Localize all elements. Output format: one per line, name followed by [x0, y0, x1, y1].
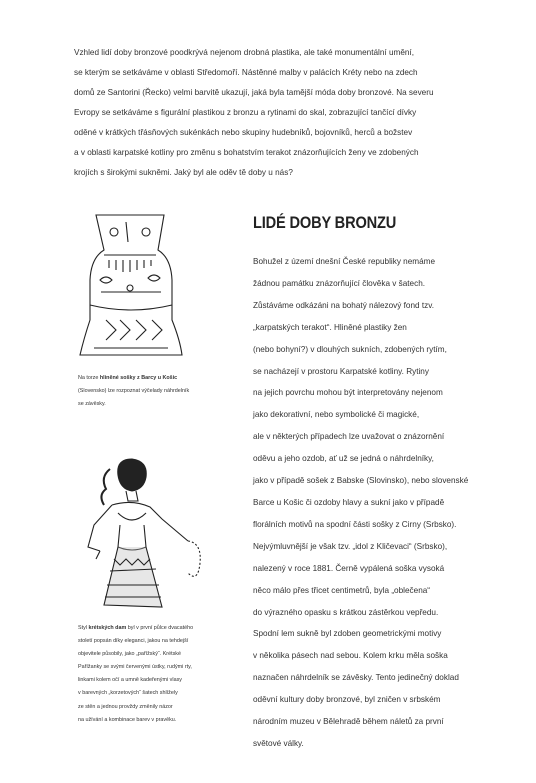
intro-line: Evropy se setkáváme s figurální plastikou z bronzu a rytinami do skal, zobrazující tančící dívky	[74, 108, 417, 117]
intro-line: oděné v krátkých třásňových sukénkách nebo skupiny hudebníků, bojovníků, herců a božstev	[74, 128, 413, 137]
body-line: florálních motivů na spodní části sošky z Cirny (Srbsko).	[253, 519, 457, 529]
body-line: v několika pásech nad sebou. Kolem krku měla soška	[253, 651, 448, 661]
minoan-lady-illustration	[70, 455, 210, 615]
section-title: LIDÉ DOBY BRONZU	[253, 213, 397, 232]
body-line: světové války.	[253, 738, 304, 748]
body-line: (nebo bohyní?) v dlouhých sukních, zdobených rytím,	[253, 344, 447, 354]
caption-line: linkami kolem očí a umně kadeřenými vlasy	[78, 677, 182, 684]
intro-line: krojích s širokými sukněmi. Jaký byl ale oděv tě doby u nás?	[74, 168, 293, 177]
figure-caption-1	[78, 372, 238, 411]
body-line: národním muzeu v Bělehradě během náletů za první	[253, 717, 444, 727]
body-line: něco málo přes třicet centimetrů, byla „oblečena“	[253, 585, 431, 595]
body-line: oděvu a jeho ozdob, ať už se jedná o náhrdelníky,	[253, 454, 434, 464]
body-line: nalezený v roce 1881. Černě vypálená soška vysoká	[253, 563, 445, 573]
intro-line: se kterým se setkáváme v oblasti Středomoří. Nástěnné malby v palácích Kréty nebo na zdech	[74, 68, 418, 77]
body-line: Spodní lem sukně byl zdoben geometrickými motivy	[253, 629, 442, 639]
body-paragraph	[253, 251, 518, 755]
body-line: oděvní kultury doby bronzové, byl zničen v srbském	[253, 695, 441, 705]
body-line: se nacházejí v prostoru Karpatské kotliny. Rytiny	[253, 366, 429, 376]
caption-line: ze stěn a jednou provždy změnily názor	[78, 703, 173, 710]
body-line: Zůstáváme odkázáni na bohatý nálezový fond tzv.	[253, 300, 434, 310]
caption-line: na užívání a kombinace barev v pravěku.	[78, 716, 177, 723]
caption-line: objevitele působily, jako „pařížský“. Krétské	[78, 651, 181, 658]
intro-line: domů ze Santorini (Řecko) velmi barvitě ukazují, jaká byla tamější móda doby bronzové. Na severu	[74, 88, 434, 97]
caption-line: se závěsky.	[78, 401, 106, 407]
terracotta-figurine-illustration	[76, 210, 186, 360]
body-line: Nejvýmluvnější je však tzv. „idol z Kličevaci“ (Srbsko),	[253, 541, 448, 551]
intro-line: Vzhled lidí doby bronzové poodkrývá nejenom drobná plastika, ale také monumentální umění,	[74, 48, 414, 57]
caption-line: století popsán díky eleganci, jakou na tehdejší	[78, 638, 189, 645]
body-line: Barce u Košic či ozdoby hlavy a sukní jako v případě	[253, 497, 445, 507]
intro-paragraph	[74, 43, 494, 183]
body-line: jako dekorativní, nebo symbolické či magické,	[253, 410, 420, 420]
body-line: „karpatských terakot“. Hliněné plastiky žen	[253, 322, 407, 332]
caption-line: Styl krétských dam byl v první půlce dvacatého	[78, 625, 194, 631]
figure-caption-2	[78, 622, 238, 727]
caption-line: (Slovensko) lze rozpoznat výčelady náhrdelník	[78, 388, 190, 394]
body-line: do výrazného opasku s krátkou zástěrkou vepředu.	[253, 607, 439, 617]
caption-line: Na torze hliněné sošky z Barcy u Košic	[78, 375, 178, 381]
body-line: ale v některých případech lze uvažovat o znázornění	[253, 432, 445, 442]
caption-line: v barevných „korzetových“ šatech shlížely	[78, 690, 178, 697]
body-line: naznačen náhrdelník se závěsky. Tento jedinečný doklad	[253, 673, 459, 683]
body-line: na jejich povrchu mohou být interpretovány nejenom	[253, 388, 443, 398]
body-line: žádnou památku znázorňující člověka v šatech.	[253, 278, 426, 288]
body-line: jako v případě sošek z Babske (Slovinsko), nebo slovenské	[253, 476, 469, 486]
caption-line: Pařížanky se svými červenými ústky, rudými rty,	[78, 664, 192, 671]
body-line: Bohužel z území dnešní České republiky nemáme	[253, 257, 436, 266]
intro-line: a v oblasti karpatské kotliny pro změnu s bohatstvím terakot znázorňujících ženy ve zdobených	[74, 148, 419, 157]
